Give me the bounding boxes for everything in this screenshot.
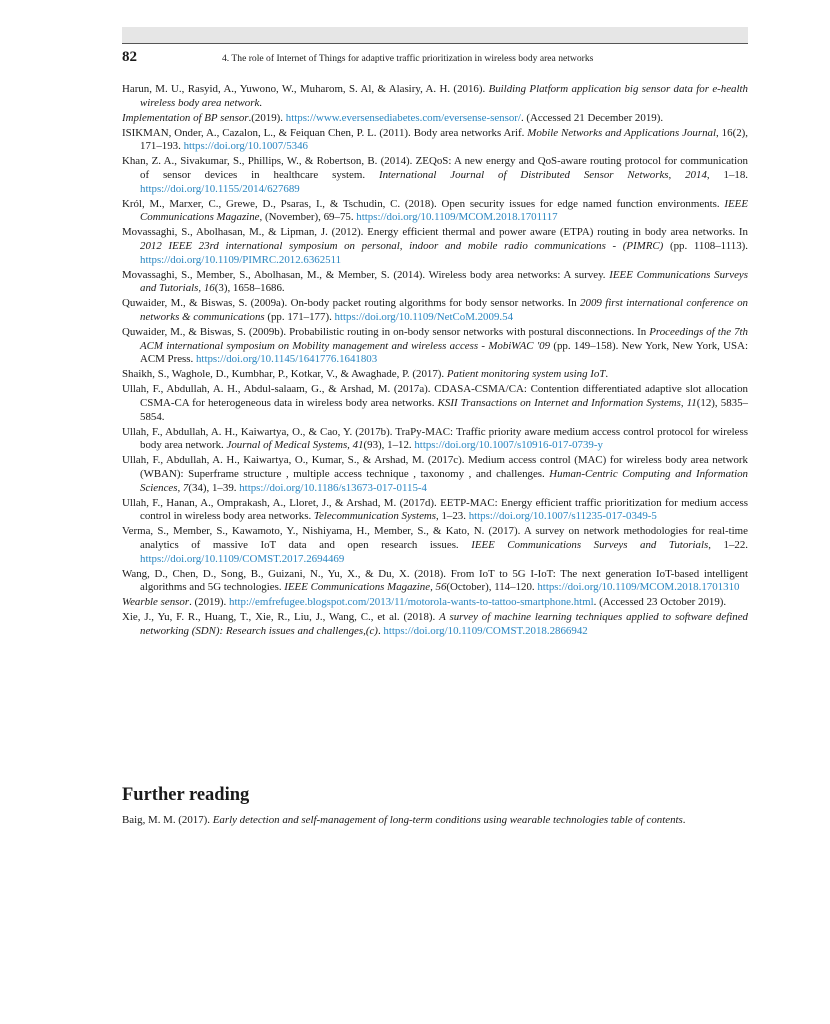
further-reading-heading: Further reading [122, 785, 250, 805]
reference-authors: Movassaghi, S., Abolhasan, M., & Lipman, J. (2012). Energy efficient thermal and power aware (ETPA) routing in body area networks. In [122, 226, 748, 239]
reference-details: . [377, 625, 384, 638]
reference-title: Patient monitoring system using IoT [446, 368, 606, 381]
reference-title: Proceedings of the 7th ACM international symposium on Mobility management and wireless access - MobiWAC '09 [140, 326, 748, 352]
reference-authors: Ullah, F., Abdullah, A. H., Kaiwartya, O., & Cao, Y. (2017b). TraPy-MAC: Traffic priority aware medium access control protocol for wireless body area network. [122, 425, 748, 452]
reference-entry [122, 269, 748, 296]
reference-details: (12), 5835–5854. [140, 397, 748, 423]
page-number: 82 [122, 49, 137, 65]
reference-title: Wearble sensor [122, 596, 190, 609]
further-reading-list [122, 814, 748, 829]
reference-link[interactable]: https://doi.org/10.1145/1641776.1641803 [195, 353, 378, 366]
reference-title: IEEE Communications Magazine [140, 197, 748, 224]
reference-entry [122, 383, 748, 424]
reference-title: 2012 IEEE 23rd international symposium on personal, indoor and mobile radio communications - (PIMRC) [140, 240, 664, 253]
reference-title: Building Platform application big sensor data for e-health wireless body area network [140, 83, 748, 109]
reference-entry [122, 297, 748, 324]
reference-authors: Baig, M. M. (2017). [122, 814, 213, 826]
reference-link[interactable]: https://doi.org/10.1109/MCOM.2018.1701117 [356, 211, 558, 224]
reference-entry [122, 568, 748, 595]
reference-authors: ISIKMAN, Onder, A., Cazalon, L., & Feiquan Chen, P. L. (2011). Body area networks Arif. [122, 126, 528, 139]
reference-title: Journal of Medical Systems, 41 [226, 439, 364, 452]
reference-title: IEEE Communications Surveys and Tutorials [471, 539, 709, 551]
reference-title: Early detection and self-management of long-term conditions using wearable technologies table of contents [212, 814, 683, 826]
reference-authors: Xie, J., Yu, F. R., Huang, T., Xie, R., Liu, J., Wang, C., et al. (2018). [122, 611, 440, 624]
reference-details: . [605, 368, 609, 381]
reference-authors: Shaikh, S., Waghole, D., Kumbhar, P., Kotkar, V., & Awaghade, P. (2017). [122, 368, 447, 381]
reference-authors: Quwaider, M., & Biswas, S. (2009a). On-body packet routing algorithms for body sensor networks. In [122, 297, 581, 310]
reference-link[interactable]: https://www.eversensediabetes.com/eversense-sensor/ [285, 111, 521, 124]
reference-link[interactable]: https://doi.org/10.1109/NetCoM.2009.54 [334, 311, 514, 323]
reference-authors: Wang, D., Chen, D., Song, B., Guizani, N., Yu, X., & Du, X. (2018). From IoT to 5G I-IoT: The next generation IoT-based intelligent algorithms and 5G technologies. [122, 567, 748, 594]
reference-details: (pp. 1108–1113). [663, 240, 748, 253]
reference-title: A survey of machine learning techniques applied to software defined networking (SDN): Research issues and challenges,(c) [140, 611, 748, 638]
header-band [122, 27, 748, 43]
reference-link[interactable]: https://doi.org/10.1109/COMST.2017.2694469 [140, 552, 345, 565]
reference-entry [122, 83, 748, 110]
reference-details: . (2019). [189, 596, 229, 609]
reference-details: , 1–23. [436, 510, 469, 523]
reference-link[interactable]: https://doi.org/10.1186/s13673-017-0115-4 [239, 481, 427, 494]
reference-title: Implementation of BP sensor [122, 111, 249, 124]
reference-entry [122, 426, 748, 453]
reference-entry [122, 226, 748, 267]
reference-authors: Verma, S., Member, S., Kawamoto, Y., Nishiyama, H., Member, S., & Kato, N. (2017). A survey on network methodologies for real-time analytics of massive IoT data and open research issues. [122, 525, 748, 551]
reference-authors: Król, M., Marxer, C., Grewe, D., Psaras, I., & Tschudin, C. (2018). Open security issues for edge named function environments. [122, 197, 725, 210]
reference-link[interactable]: https://doi.org/10.1109/MCOM.2018.1701310 [537, 581, 740, 594]
reference-details: (pp. 149–158). New York, New York, USA: ACM Press. [140, 339, 748, 366]
running-title: 4. The role of Internet of Things for adaptive traffic prioritization in wireless body area networks [222, 53, 594, 64]
reference-entry [122, 525, 748, 566]
reference-title: IEEE Communications Magazine, 56 [284, 581, 447, 594]
reference-title: Human-Centric Computing and Information Sciences, 7 [140, 468, 748, 494]
reference-authors: Movassaghi, S., Member, S., Abolhasan, M., & Member, S. (2014). Wireless body area networks: A survey. [122, 268, 610, 281]
reference-title: 2009 first international conference on networks & communications [140, 297, 749, 323]
reference-link[interactable]: https://doi.org/10.1109/PIMRC.2012.6362511 [140, 253, 342, 266]
reference-details: , 16(2), 171–193. [140, 126, 748, 153]
reference-entry [122, 611, 748, 638]
reference-entry [122, 112, 748, 126]
reference-details: . [682, 814, 686, 826]
reference-accessed: . (Accessed 23 October 2019). [593, 596, 727, 609]
reference-details: . [259, 96, 263, 109]
reference-accessed: . (Accessed 21 December 2019). [520, 111, 664, 124]
reference-entry [122, 368, 748, 382]
reference-link[interactable]: https://doi.org/10.1007/s10916-017-0739-y [414, 439, 603, 452]
reference-details: (93), 1–12. [363, 439, 415, 452]
reference-details: , (November), 69–75. [259, 211, 357, 224]
reference-link[interactable]: https://doi.org/10.1155/2014/627689 [140, 182, 300, 195]
reference-authors: Harun, M. U., Rasyid, A., Yuwono, W., Muharom, S. Al, & Alasiry, A. H. (2016). [122, 83, 489, 95]
reference-details: , 1–18. [706, 169, 749, 182]
reference-title: Mobile Networks and Applications Journal [527, 126, 717, 139]
reference-entry [122, 155, 748, 196]
reference-details: .(2019). [248, 111, 286, 124]
further-reading-entry [122, 814, 748, 828]
reference-details: (pp. 171–177). [264, 311, 335, 323]
reference-authors: Ullah, F., Hanan, A., Omprakash, A., Lloret, J., & Arshad, M. (2017d). EETP-MAC: Energy efficient traffic prioritization for medium access control in wireless body area networks. [122, 496, 748, 523]
reference-entry [122, 326, 748, 367]
reference-authors: Quwaider, M., & Biswas, S. (2009b). Probabilistic routing in on-body sensor networks with postural disconnections. In [122, 326, 650, 339]
reference-authors: Ullah, F., Abdullah, A. H., Abdul-salaam, G., & Arshad, M. (2017a). CDASA-CSMA/CA: Contention differentiated adaptive slot allocation CSMA-CA for heterogeneous data in wireless body area networks. [122, 383, 748, 410]
reference-title: KSII Transactions on Internet and Information Systems, 11 [437, 397, 697, 410]
reference-link[interactable]: https://doi.org/10.1007/5346 [183, 140, 309, 153]
reference-title: International Journal of Distributed Sensor Networks, 2014 [378, 169, 707, 182]
reference-link[interactable]: https://doi.org/10.1007/s11235-017-0349-5 [468, 510, 657, 523]
reference-entry [122, 127, 748, 154]
reference-entry [122, 454, 748, 495]
reference-list [122, 83, 748, 640]
reference-title: IEEE Communications Surveys and Tutorials, 16 [140, 268, 748, 295]
reference-link[interactable]: https://doi.org/10.1109/COMST.2018.2866942 [383, 625, 588, 638]
reference-entry [122, 596, 748, 610]
reference-authors: Khan, Z. A., Sivakumar, S., Phillips, W., & Robertson, B. (2014). ZEQoS: A new energy and QoS-aware routing protocol for communication of sensor devices in healthcare system. [122, 155, 748, 182]
reference-entry [122, 497, 748, 524]
reference-details: (3), 1658–1686. [214, 282, 285, 295]
reference-details: , 1–22. [708, 539, 749, 551]
reference-title: Telecommunication Systems [313, 510, 437, 523]
reference-details: (October), 114–120. [446, 581, 538, 594]
header-rule [122, 43, 748, 44]
reference-authors: Ullah, F., Abdullah, A. H., Kaiwartya, O., Kumar, S., & Arshad, M. (2017c). Medium access control (MAC) for wireless body area network (WBAN): Superframe structure , multiple access technique , taxonomy , and challenges. [122, 454, 748, 481]
reference-details: (34), 1–39. [188, 481, 240, 494]
reference-link[interactable]: http://emfrefugee.blogspot.com/2013/11/motorola-wants-to-tattoo-smartphone.html [229, 596, 594, 609]
reference-entry [122, 198, 748, 225]
